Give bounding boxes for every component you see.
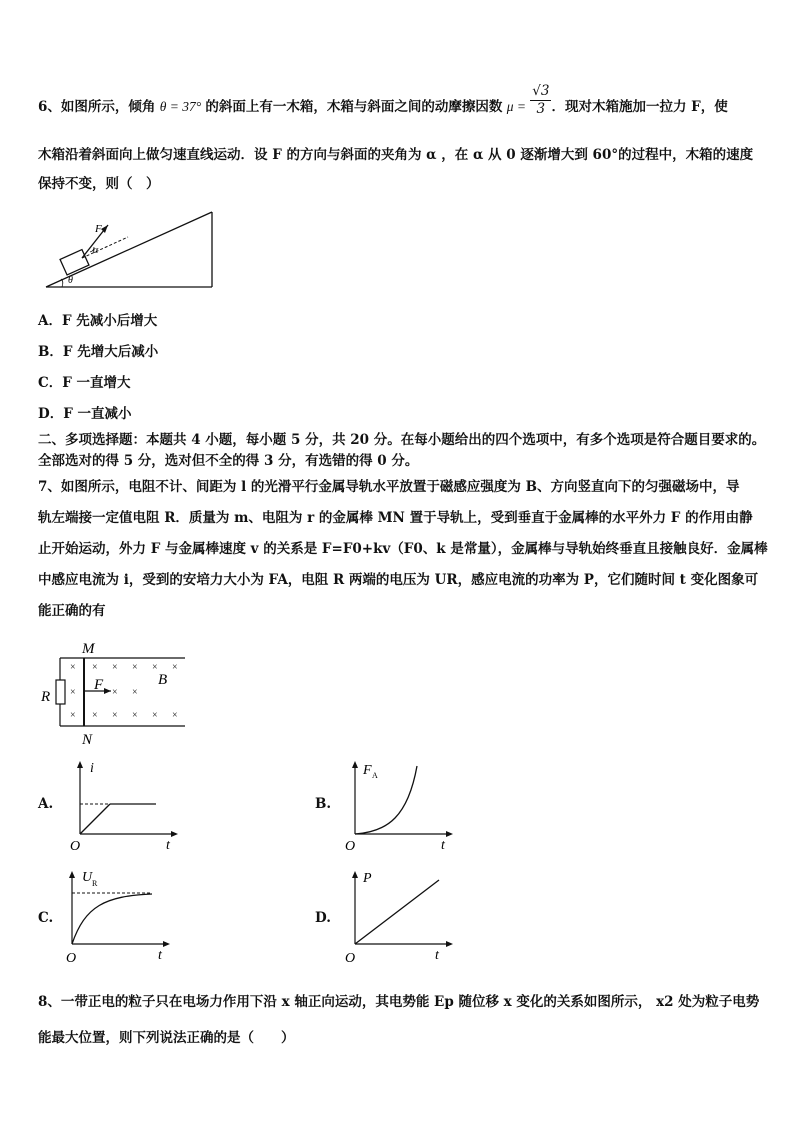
graph-b-xlabel: t — [441, 838, 445, 853]
graph-a-label: A. — [38, 796, 54, 812]
rail-circuit-figure — [38, 638, 198, 748]
q7-line3: 止开始运动，外力 F 与金属棒速度 v 的关系是 F=F0+kv（F0、k 是常量），金属棒与导轨始终垂直且接触良好．金属棒 — [38, 541, 768, 557]
label-alpha: α — [93, 245, 99, 256]
section2-line2: 全部选对的得 5 分，选对但不全的得 3 分，有选错的得 0 分。 — [38, 453, 419, 469]
q7-line5: 能正确的有 — [38, 603, 106, 619]
graph-d-label: D. — [315, 910, 331, 926]
mu-expression: μ = — [506, 99, 526, 114]
graph-d-origin: O — [345, 951, 356, 966]
q6-option-a: A．F 先减小后增大 — [38, 313, 158, 329]
q8-line1: 8、一带正电的粒子只在电场力作用下沿 x 轴正向运动，其电势能 Ep 随位移 x 变化的关系如图所示， x2 处为粒子电势 — [38, 994, 760, 1010]
graph-b — [343, 756, 463, 856]
label-M: M — [82, 641, 95, 657]
label-theta: θ — [68, 275, 73, 286]
svg-text:×: × — [112, 687, 118, 698]
svg-text:×: × — [70, 687, 76, 698]
resistor — [56, 680, 65, 704]
label-N: N — [82, 732, 93, 748]
label-F: F — [95, 223, 102, 235]
graph-c — [60, 866, 180, 966]
q6-line2: 木箱沿着斜面向上做匀速直线运动．设 F 的方向与斜面的夹角为 α ，在 α 从 0 逐渐增大到 60°的过程中，木箱的速度 — [38, 147, 754, 163]
graph-d — [343, 866, 463, 966]
graph-d-xlabel: t — [435, 948, 439, 963]
graph-d-ylabel: P — [363, 871, 372, 886]
graph-b-ylabel-sub: A — [372, 771, 378, 780]
label-B: B — [158, 672, 168, 688]
section2-line1: 二、多项选择题：本题共 4 小题，每小题 5 分，共 20 分。在每小题给出的四个选项中，有多个选项是符合题目要求的。 — [38, 432, 766, 448]
svg-text:×: × — [132, 710, 138, 721]
graph-c-ylabel: U — [82, 870, 93, 885]
graph-c-label: C. — [38, 910, 54, 926]
graph-a-origin: O — [70, 839, 81, 854]
svg-text:×: × — [70, 710, 76, 721]
theta-expression: θ = 37° — [159, 99, 202, 114]
svg-text:×: × — [132, 662, 138, 673]
q6-option-c: C．F 一直增大 — [38, 375, 131, 391]
graph-a-xlabel: t — [166, 838, 170, 853]
q6-line1: 6、如图所示，倾角 θ = 37° 的斜面上有一木箱，木箱与斜面之间的动摩擦因数 μ = $\frac{√3}{3}$ ．现对木箱施加一拉力 F，使 — [38, 83, 728, 117]
svg-text:×: × — [112, 662, 118, 673]
graph-b-origin: O — [345, 839, 356, 854]
q6-number: 6、 — [38, 99, 61, 115]
label-F-force: F — [94, 677, 104, 693]
svg-text:×: × — [92, 710, 98, 721]
svg-text:×: × — [92, 662, 98, 673]
graph-b-label: B. — [315, 796, 332, 812]
q8-line2: 能最大位置，则下列说法正确的是（ ） — [38, 1030, 295, 1046]
svg-text:×: × — [132, 687, 138, 698]
q6-option-b: B．F 先增大后减小 — [38, 344, 159, 360]
svg-text:×: × — [152, 662, 158, 673]
svg-text:×: × — [172, 710, 178, 721]
svg-text:×: × — [172, 662, 178, 673]
svg-text:×: × — [70, 662, 76, 673]
graph-c-ylabel-sub: R — [92, 879, 98, 888]
q7-line2: 轨左端接一定值电阻 R．质量为 m、电阻为 r 的金属棒 MN 置于导轨上，受到垂直于金属棒的水平外力 F 的作用由静 — [38, 510, 753, 526]
graph-c-origin: O — [66, 951, 77, 966]
graph-a — [68, 756, 188, 856]
q6-line3: 保持不变，则（ ） — [38, 176, 160, 192]
mu-fraction: $\frac{√3}{3}$ — [532, 83, 550, 117]
graph-a-ylabel: i — [90, 761, 94, 776]
graph-b-ylabel: F — [363, 763, 372, 778]
q7-line1: 7、如图所示，电阻不计、间距为 l 的光滑平行金属导轨水平放置于磁感应强度为 B、方向竖直向下的匀强磁场中，导 — [38, 479, 740, 495]
q7-line4: 中感应电流为 i，受到的安培力大小为 FA，电阻 R 两端的电压为 UR，感应电流的功率为 P，它们随时间 t 变化图象可 — [38, 572, 759, 588]
graph-c-xlabel: t — [158, 948, 162, 963]
q6-option-d: D．F 一直减小 — [38, 406, 132, 422]
incline-figure — [40, 205, 220, 290]
svg-text:×: × — [152, 710, 158, 721]
label-R: R — [41, 689, 51, 705]
svg-text:×: × — [112, 710, 118, 721]
crate — [60, 250, 89, 275]
